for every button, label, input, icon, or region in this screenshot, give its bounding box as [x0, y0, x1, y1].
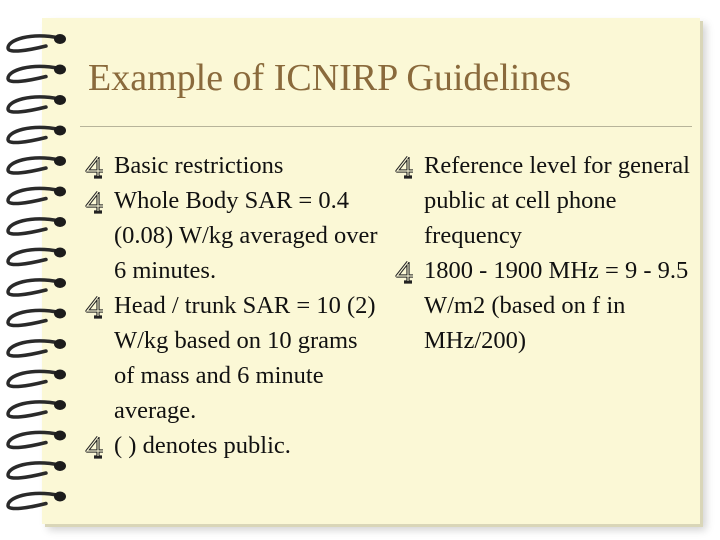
binding-hole — [54, 217, 66, 227]
bullet-item-frequency-range — [394, 253, 704, 358]
binding-ring — [8, 371, 60, 386]
numeral-four-bullet-icon — [84, 435, 106, 459]
binding-hole — [54, 65, 66, 75]
bullet-text: Basic restrictions — [114, 152, 284, 179]
left-column — [84, 148, 384, 463]
binding-ring — [8, 97, 60, 112]
binding-hole — [54, 339, 66, 349]
binding-hole — [54, 370, 66, 380]
binding-ring — [8, 493, 60, 508]
binding-ring — [8, 402, 60, 417]
binding-hole — [54, 278, 66, 288]
bullet-item-whole-body-sar — [84, 183, 384, 288]
binding-hole — [54, 400, 66, 410]
binding-ring — [8, 310, 60, 325]
binding-hole — [54, 95, 66, 105]
binding-ring — [8, 127, 60, 142]
spiral-binding — [0, 0, 80, 540]
binding-hole — [54, 187, 66, 197]
numeral-four-bullet-icon — [84, 295, 106, 319]
binding-ring — [8, 341, 60, 356]
binding-ring — [8, 188, 60, 203]
numeral-four-bullet-icon — [394, 260, 416, 284]
slide-title: Example of ICNIRP Guidelines — [88, 57, 572, 99]
bullet-item-public-note — [84, 428, 384, 463]
binding-ring — [8, 463, 60, 478]
binding-ring — [8, 66, 60, 81]
binding-hole — [54, 156, 66, 166]
binding-ring — [8, 158, 60, 173]
bullet-text: ( ) denotes public. — [114, 432, 291, 459]
numeral-four-bullet-icon — [394, 155, 416, 179]
binding-hole — [54, 126, 66, 136]
binding-ring — [8, 219, 60, 234]
bullet-text: 1800 - 1900 MHz = 9 - 9.5 W/m2 (based on f in MHz/200) — [424, 257, 689, 354]
binding-hole — [54, 492, 66, 502]
binding-ring — [8, 432, 60, 447]
binding-hole — [54, 34, 66, 44]
bullet-text: Whole Body SAR = 0.4 (0.08) W/kg averaged over 6 minutes. — [114, 187, 378, 284]
binding-ring — [8, 249, 60, 264]
binding-hole — [54, 248, 66, 258]
binding-hole — [54, 431, 66, 441]
right-column — [394, 148, 704, 358]
binding-ring — [8, 36, 60, 51]
binding-hole — [54, 461, 66, 471]
binding-hole — [54, 309, 66, 319]
numeral-four-bullet-icon — [84, 155, 106, 179]
bullet-item-reference-level — [394, 148, 704, 253]
bullet-item-head-trunk-sar — [84, 288, 384, 428]
binding-ring — [8, 280, 60, 295]
numeral-four-bullet-icon — [84, 190, 106, 214]
bullet-text: Reference level for general public at cell phone frequency — [424, 152, 690, 249]
bullet-text: Head / trunk SAR = 10 (2) W/kg based on 10 grams of mass and 6 minute average. — [114, 292, 376, 424]
title-divider — [80, 126, 692, 127]
bullet-item-basic-restrictions — [84, 148, 384, 183]
